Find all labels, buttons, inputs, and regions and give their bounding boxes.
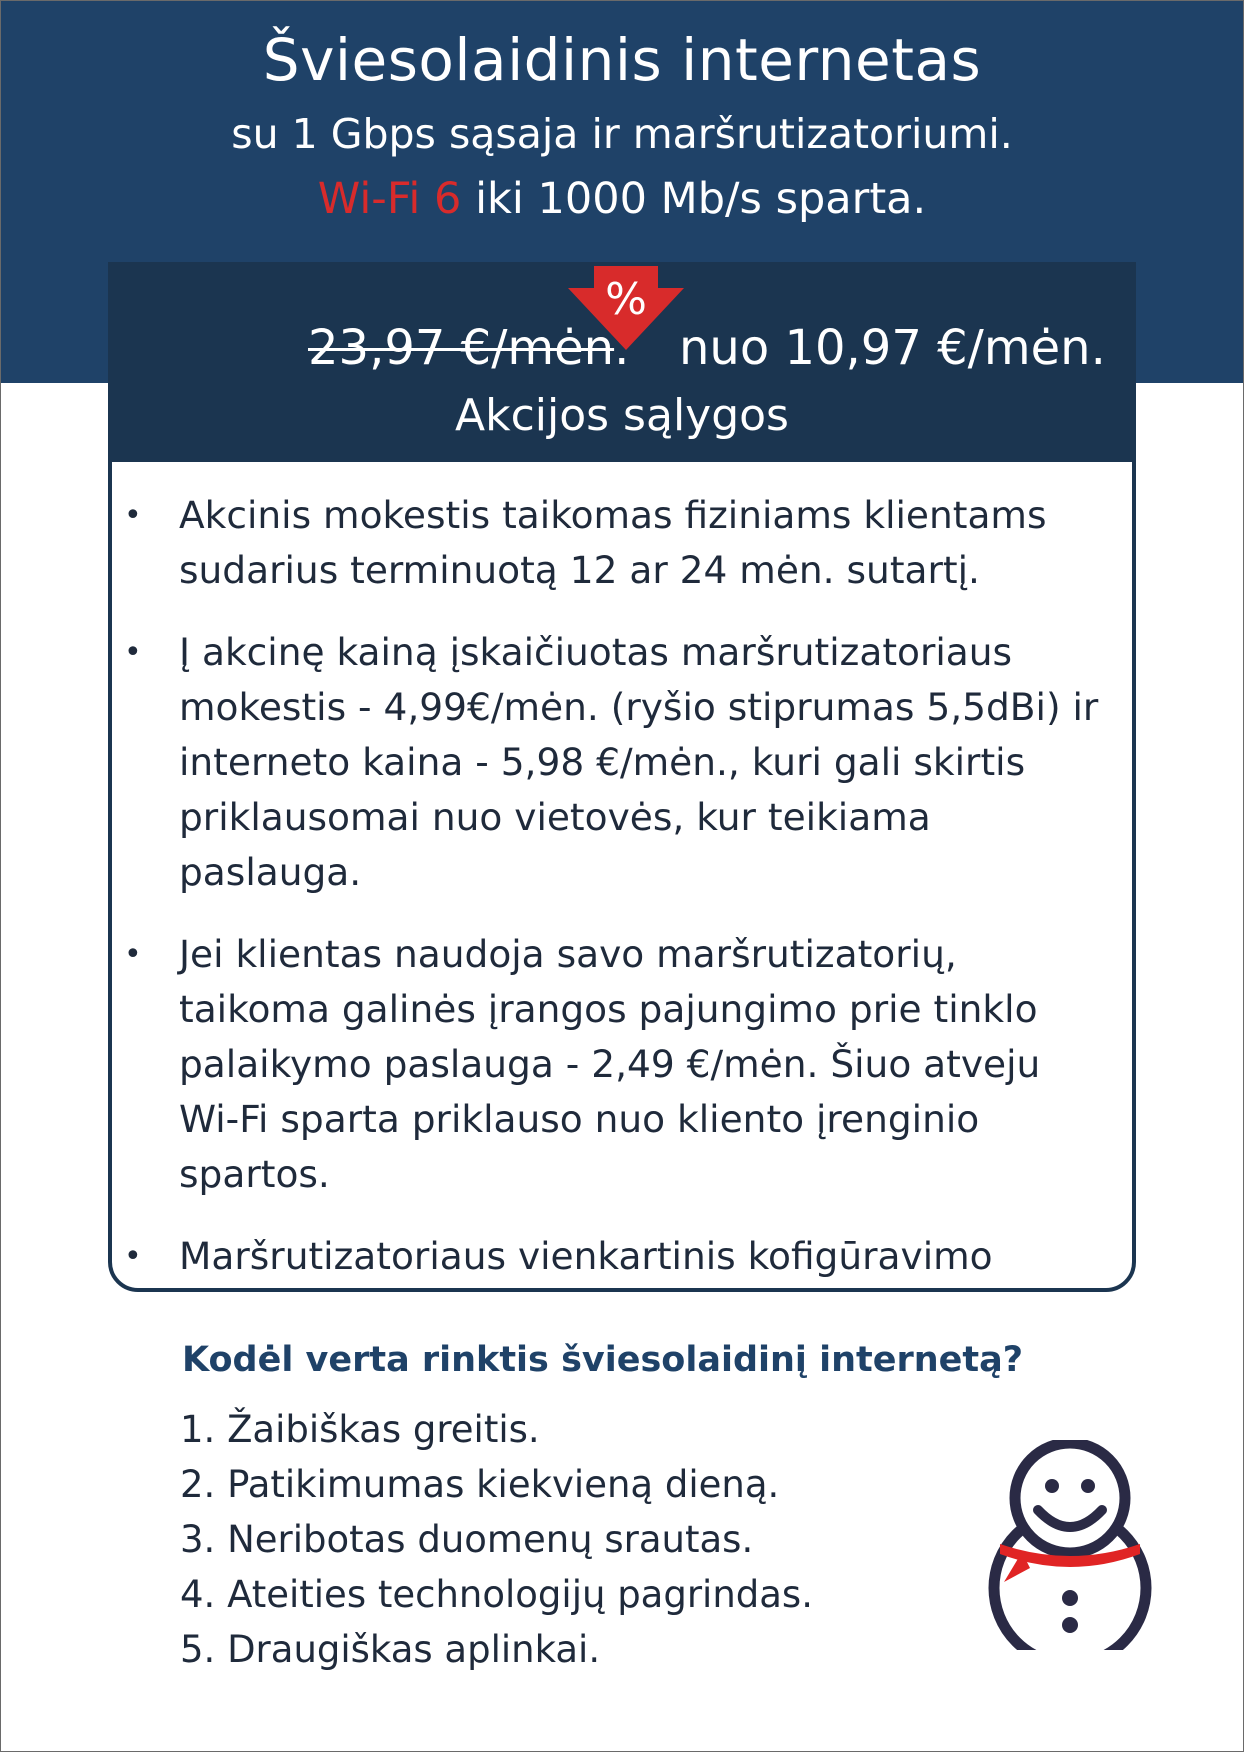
list-item: 4. Ateities technologijų pagrindas. (180, 1573, 813, 1616)
bullet: • (124, 498, 142, 533)
list-item (112, 625, 1132, 900)
promo-box (108, 262, 1136, 1292)
condition-text: Maršrutizatoriaus vienkartinis kofigūravimo (179, 1234, 993, 1278)
speed-line (0, 174, 1244, 224)
conditions-title: Akcijos sąlygos (455, 390, 789, 441)
page-subtitle: su 1 Gbps sąsaja ir maršrutizatoriumi. (231, 110, 1013, 158)
list-item: 2. Patikimumas kiekvieną dieną. (180, 1463, 780, 1506)
list-item (112, 488, 1132, 598)
discount-symbol: % (605, 274, 647, 325)
bullet: • (124, 1239, 142, 1274)
reasons-list (180, 1402, 813, 1677)
new-price: nuo 10,97 €/mėn. (679, 320, 1106, 376)
condition-text: Akcinis mokestis taikomas fiziniams klientams sudarius terminuotą 12 ar 24 mėn. sutartį. (179, 493, 1047, 592)
list-item: 5. Draugiškas aplinkai. (180, 1628, 601, 1671)
conditions-list (112, 488, 1132, 1292)
list-item: 3. Neribotas duomenų srautas. (180, 1518, 754, 1561)
bullet: • (124, 937, 142, 972)
condition-text: Jei klientas naudoja savo maršrutizatorių, taikoma galinės įrangos pajungimo prie tinklo palaikymo paslauga - 2,49 €/mėn. Šiuo atveju Wi-Fi sparta priklauso nuo kliento įrenginio spartos. (179, 932, 1041, 1196)
promo-header (112, 266, 1132, 462)
condition-text: Į akcinę kainą įskaičiuotas maršrutizatoriaus mokestis - 4,99€/mėn. (ryšio stiprumas 5,5dBi) ir interneto kaina - 5,98 €/mėn., kuri gali skirtis priklausomai nuo vietovės, kur teikiama paslauga. (179, 630, 1099, 894)
old-price: 23,97 €/mėn. (308, 320, 630, 376)
list-item (112, 927, 1132, 1202)
page-title: Šviesolaidinis internetas (262, 26, 982, 94)
wifi-highlight: Wi-Fi 6 (317, 174, 462, 224)
speed-text: iki 1000 Mb/s sparta. (461, 174, 927, 224)
why-heading: Kodėl verta rinktis šviesolaidinį internetą? (182, 1340, 1024, 1380)
list-item: 1. Žaibiškas greitis. (180, 1408, 540, 1451)
bullet: • (124, 635, 142, 670)
snowman-icon (980, 1440, 1160, 1650)
list-item (112, 1229, 1132, 1284)
